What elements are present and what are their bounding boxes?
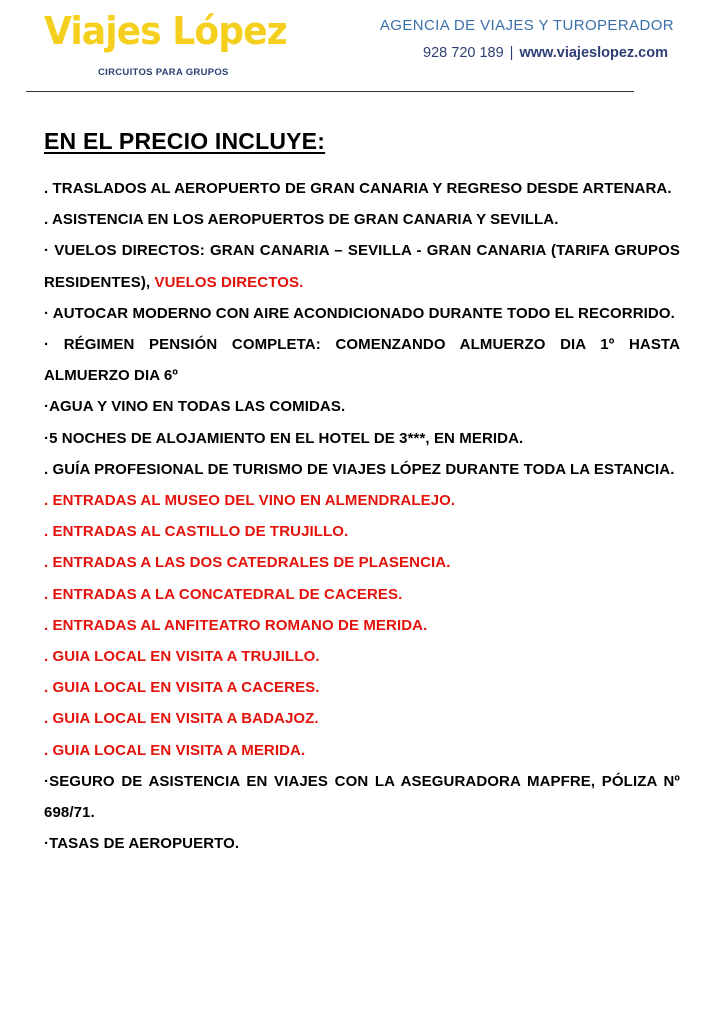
list-item [44,454,680,485]
included-items-list [44,173,680,859]
agency-tagline: AGENCIA DE VIAJES Y TUROPERADOR [379,17,674,34]
item-text: . GUIA LOCAL EN VISITA A CACERES. [44,679,320,697]
item-text: ·AGUA Y VINO EN TODAS LAS COMIDAS. [44,398,346,416]
item-text: · VUELOS DIRECTOS: GRAN CANARIA – SEVILLA - GRAN CANARIA (TARIFA GRUPOS RESIDENTES), [44,242,680,291]
item-text: . ENTRADAS AL ANFITEATRO ROMANO DE MERIDA. [44,616,428,634]
item-text: ·5 NOCHES DE ALOJAMIENTO EN EL HOTEL DE 3***, EN MERIDA. [44,429,524,447]
list-item [44,579,680,610]
logo-subtitle: CIRCUITOS PARA GRUPOS [98,67,229,78]
list-item [44,766,680,828]
list-item [44,516,680,547]
list-item [44,641,680,672]
item-text: . ENTRADAS A LAS DOS CATEDRALES DE PLASENCIA. [44,554,451,572]
list-item [44,485,680,516]
list-item [44,204,680,235]
list-item [44,423,680,454]
item-highlight: VUELOS DIRECTOS. [154,273,304,291]
list-item [44,173,680,204]
document-body [44,128,680,859]
list-item [44,672,680,703]
brand-logo: Viajes López [44,9,287,53]
contact-separator: | [509,45,514,61]
item-text: ·SEGURO DE ASISTENCIA EN VIAJES CON LA ASEGURADORA MAPFRE, PÓLIZA Nº 698/71. [44,772,680,822]
list-item [44,391,680,422]
list-item [44,735,680,766]
list-item [44,547,680,578]
item-text: . ENTRADAS AL CASTILLO DE TRUJILLO. [44,523,349,541]
header-divider [26,91,634,92]
list-item [44,610,680,641]
item-text: . GUIA LOCAL EN VISITA A MERIDA. [44,741,306,759]
contact-line [423,45,668,61]
item-text: . GUIA LOCAL EN VISITA A BADAJOZ. [44,710,319,728]
list-item [44,235,680,297]
item-text: . ENTRADAS A LA CONCATEDRAL DE CACERES. [44,585,403,603]
item-text: · RÉGIMEN PENSIÓN COMPLETA: COMENZANDO ALMUERZO DIA 1º HASTA ALMUERZO DIA 6º [44,336,680,385]
item-text: · AUTOCAR MODERNO CON AIRE ACONDICIONADO DURANTE TODO EL RECORRIDO. [44,304,675,322]
list-item [44,329,680,391]
section-heading: EN EL PRECIO INCLUYE: [44,128,326,154]
item-text: . ENTRADAS AL MUSEO DEL VINO EN ALMENDRALEJO. [44,492,456,510]
item-text: . TRASLADOS AL AEROPUERTO DE GRAN CANARIA Y REGRESO DESDE ARTENARA. [44,180,672,197]
item-text: . ASISTENCIA EN LOS AEROPUERTOS DE GRAN CANARIA Y SEVILLA. [44,211,559,229]
item-text: . GUÍA PROFESIONAL DE TURISMO DE VIAJES LÓPEZ DURANTE TODA LA ESTANCIA. [44,460,675,478]
list-item [44,298,680,329]
website-link[interactable]: www.viajeslopez.com [519,45,668,61]
phone-number: 928 720 189 [423,45,504,61]
list-item [44,703,680,734]
letterhead [0,0,724,92]
item-text: ·TASAS DE AEROPUERTO. [44,835,240,853]
item-text: . GUIA LOCAL EN VISITA A TRUJILLO. [44,648,320,666]
list-item [44,828,680,859]
